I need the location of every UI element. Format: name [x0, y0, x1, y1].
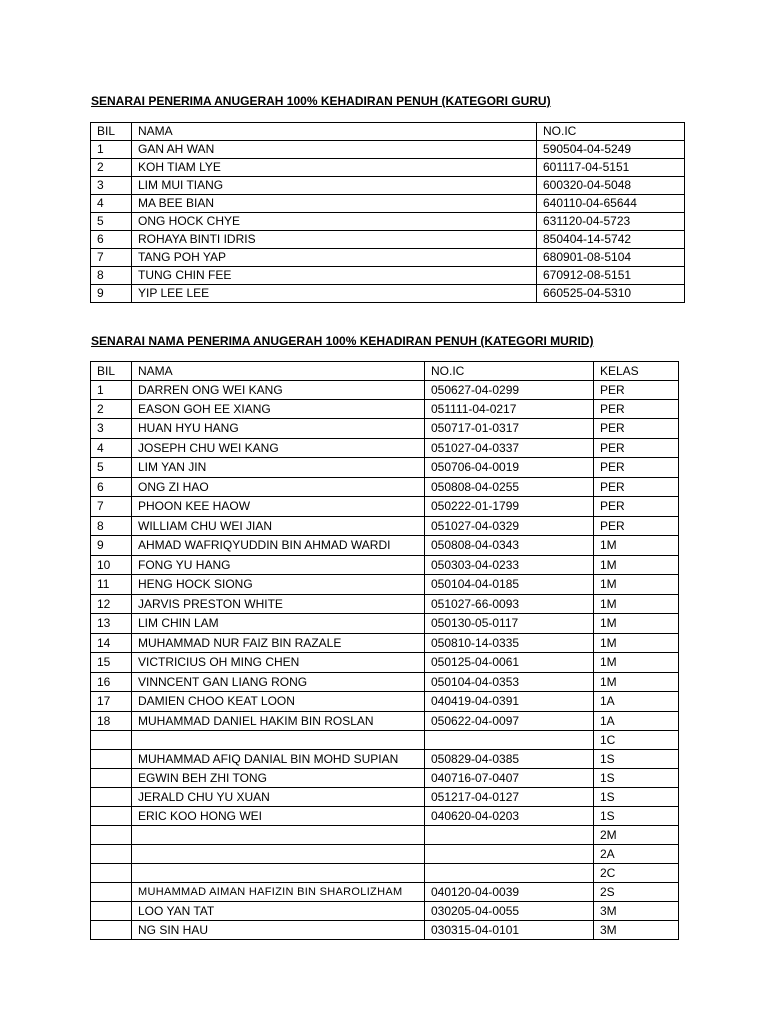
cell-noic: 051111-04-0217 — [425, 400, 594, 419]
cell-kelas: 1M — [594, 555, 679, 575]
cell-nama: VICTRICIUS OH MING CHEN — [132, 653, 425, 673]
cell-kelas: PER — [594, 381, 679, 400]
cell-bil — [91, 864, 132, 883]
cell-nama: MUHAMMAD AFIQ DANIAL BIN MOHD SUPIAN — [132, 750, 425, 769]
cell-bil — [91, 788, 132, 807]
cell-bil: 8 — [91, 267, 132, 285]
cell-kelas: 1M — [594, 672, 679, 692]
cell-nama: EGWIN BEH ZHI TONG — [132, 769, 425, 788]
cell-kelas: 1S — [594, 788, 679, 807]
table-row — [91, 381, 679, 400]
cell-bil — [91, 845, 132, 864]
cell-kelas: PER — [594, 458, 679, 478]
cell-noic: 850404-14-5742 — [537, 231, 685, 249]
cell-noic: 051027-66-0093 — [425, 594, 594, 614]
cell-bil: 18 — [91, 711, 132, 731]
cell-bil: 10 — [91, 555, 132, 575]
murid-header-row — [91, 362, 679, 381]
cell-nama: ERIC KOO HONG WEI — [132, 807, 425, 826]
cell-nama: TANG POH YAP — [132, 249, 537, 267]
table-row — [91, 653, 679, 673]
cell-nama — [132, 826, 425, 845]
cell-kelas: PER — [594, 477, 679, 497]
cell-nama: JOSEPH CHU WEI KANG — [132, 438, 425, 458]
cell-kelas: 3M — [594, 902, 679, 921]
cell-noic: 640110-04-65644 — [537, 195, 685, 213]
cell-noic: 660525-04-5310 — [537, 285, 685, 303]
table-row — [91, 438, 679, 458]
guru-list-title: SENARAI PENERIMA ANUGERAH 100% KEHADIRAN PENUH (KATEGORI GURU) — [91, 94, 551, 108]
cell-kelas: 2M — [594, 826, 679, 845]
murid-list-title: SENARAI NAMA PENERIMA ANUGERAH 100% KEHADIRAN PENUH (KATEGORI MURID) — [91, 334, 594, 348]
cell-nama: LIM YAN JIN — [132, 458, 425, 478]
cell-noic: 600320-04-5048 — [537, 177, 685, 195]
cell-bil: 14 — [91, 633, 132, 653]
cell-noic: 590504-04-5249 — [537, 141, 685, 159]
cell-nama: KOH TIAM LYE — [132, 159, 537, 177]
cell-bil: 6 — [91, 231, 132, 249]
cell-noic: 050808-04-0255 — [425, 477, 594, 497]
cell-nama: ONG ZI HAO — [132, 477, 425, 497]
table-row — [91, 633, 679, 653]
cell-bil — [91, 902, 132, 921]
header-bil: BIL — [91, 362, 132, 381]
cell-kelas: PER — [594, 497, 679, 517]
table-row — [91, 594, 679, 614]
cell-bil: 12 — [91, 594, 132, 614]
header-bil: BIL — [91, 123, 132, 141]
table-row — [91, 477, 679, 497]
cell-kelas: PER — [594, 516, 679, 536]
cell-kelas: PER — [594, 400, 679, 419]
table-row — [91, 400, 679, 419]
cell-bil: 2 — [91, 400, 132, 419]
cell-kelas: 1C — [594, 731, 679, 750]
table-row — [91, 195, 685, 213]
cell-nama: WILLIAM CHU WEI JIAN — [132, 516, 425, 536]
table-row — [91, 159, 685, 177]
cell-noic: 050622-04-0097 — [425, 711, 594, 731]
cell-noic: 040716-07-0407 — [425, 769, 594, 788]
header-noic: NO.IC — [425, 362, 594, 381]
cell-bil: 13 — [91, 614, 132, 634]
cell-noic: 050104-04-0353 — [425, 672, 594, 692]
cell-bil: 7 — [91, 497, 132, 517]
cell-nama: MUHAMMAD NUR FAIZ BIN RAZALE — [132, 633, 425, 653]
cell-kelas: 2A — [594, 845, 679, 864]
cell-noic: 051217-04-0127 — [425, 788, 594, 807]
cell-noic — [425, 826, 594, 845]
table-row — [91, 614, 679, 634]
table-row — [91, 826, 679, 845]
cell-noic: 040419-04-0391 — [425, 692, 594, 712]
cell-nama: AHMAD WAFRIQYUDDIN BIN AHMAD WARDI — [132, 536, 425, 556]
cell-kelas: 2C — [594, 864, 679, 883]
table-row — [91, 285, 685, 303]
cell-nama: MA BEE BIAN — [132, 195, 537, 213]
table-row — [91, 711, 679, 731]
cell-kelas: 2S — [594, 883, 679, 902]
cell-noic: 050706-04-0019 — [425, 458, 594, 478]
cell-kelas: PER — [594, 438, 679, 458]
cell-noic: 631120-04-5723 — [537, 213, 685, 231]
cell-noic: 040120-04-0039 — [425, 883, 594, 902]
cell-bil: 4 — [91, 195, 132, 213]
table-row — [91, 845, 679, 864]
cell-bil — [91, 807, 132, 826]
table-row — [91, 555, 679, 575]
cell-bil: 16 — [91, 672, 132, 692]
cell-bil: 2 — [91, 159, 132, 177]
cell-nama: LOO YAN TAT — [132, 902, 425, 921]
cell-bil — [91, 750, 132, 769]
cell-kelas: 1S — [594, 750, 679, 769]
cell-noic: 050104-04-0185 — [425, 575, 594, 595]
cell-bil: 11 — [91, 575, 132, 595]
cell-kelas: 1M — [594, 536, 679, 556]
cell-bil: 1 — [91, 141, 132, 159]
cell-nama: NG SIN HAU — [132, 921, 425, 940]
cell-bil — [91, 731, 132, 750]
table-row — [91, 249, 685, 267]
cell-kelas: PER — [594, 419, 679, 439]
cell-noic: 670912-08-5151 — [537, 267, 685, 285]
cell-noic — [425, 845, 594, 864]
table-row — [91, 497, 679, 517]
cell-nama — [132, 864, 425, 883]
cell-nama: HUAN HYU HANG — [132, 419, 425, 439]
cell-bil: 17 — [91, 692, 132, 712]
table-row — [91, 921, 679, 940]
table-row — [91, 731, 679, 750]
cell-noic: 051027-04-0329 — [425, 516, 594, 536]
cell-bil: 1 — [91, 381, 132, 400]
cell-nama: FONG YU HANG — [132, 555, 425, 575]
cell-kelas: 1M — [594, 633, 679, 653]
cell-nama: LIM MUI TIANG — [132, 177, 537, 195]
cell-kelas: 1A — [594, 692, 679, 712]
cell-nama: YIP LEE LEE — [132, 285, 537, 303]
cell-noic: 050130-05-0117 — [425, 614, 594, 634]
table-row — [91, 750, 679, 769]
cell-bil — [91, 883, 132, 902]
table-row — [91, 807, 679, 826]
cell-noic: 030315-04-0101 — [425, 921, 594, 940]
table-row — [91, 575, 679, 595]
cell-kelas: 3M — [594, 921, 679, 940]
cell-kelas: 1M — [594, 653, 679, 673]
cell-noic — [425, 864, 594, 883]
cell-noic: 030205-04-0055 — [425, 902, 594, 921]
murid-table — [90, 361, 679, 940]
cell-bil: 15 — [91, 653, 132, 673]
table-row — [91, 672, 679, 692]
cell-bil: 9 — [91, 536, 132, 556]
cell-nama: MUHAMMAD AIMAN HAFIZIN BIN SHAROLIZHAM — [132, 883, 425, 902]
cell-nama: ONG HOCK CHYE — [132, 213, 537, 231]
table-row — [91, 516, 679, 536]
table-row — [91, 231, 685, 249]
cell-noic — [425, 731, 594, 750]
table-row — [91, 788, 679, 807]
cell-noic: 050303-04-0233 — [425, 555, 594, 575]
cell-nama: DAMIEN CHOO KEAT LOON — [132, 692, 425, 712]
cell-bil: 5 — [91, 458, 132, 478]
table-row — [91, 141, 685, 159]
table-row — [91, 267, 685, 285]
cell-bil — [91, 826, 132, 845]
table-row — [91, 536, 679, 556]
cell-bil — [91, 921, 132, 940]
cell-noic: 050717-01-0317 — [425, 419, 594, 439]
cell-noic: 050808-04-0343 — [425, 536, 594, 556]
cell-nama: PHOON KEE HAOW — [132, 497, 425, 517]
header-nama: NAMA — [132, 362, 425, 381]
table-row — [91, 692, 679, 712]
table-row — [91, 883, 679, 902]
guru-header-row — [91, 123, 685, 141]
cell-nama — [132, 731, 425, 750]
cell-bil: 9 — [91, 285, 132, 303]
cell-noic: 040620-04-0203 — [425, 807, 594, 826]
table-row — [91, 902, 679, 921]
cell-bil — [91, 769, 132, 788]
murid-table-body — [91, 381, 679, 940]
header-noic: NO.IC — [537, 123, 685, 141]
cell-bil: 3 — [91, 177, 132, 195]
cell-noic: 050627-04-0299 — [425, 381, 594, 400]
table-row — [91, 419, 679, 439]
guru-table-body — [91, 141, 685, 303]
cell-nama: HENG HOCK SIONG — [132, 575, 425, 595]
cell-kelas: 1M — [594, 594, 679, 614]
table-row — [91, 864, 679, 883]
table-row — [91, 769, 679, 788]
cell-kelas: 1M — [594, 614, 679, 634]
cell-kelas: 1S — [594, 769, 679, 788]
cell-bil: 5 — [91, 213, 132, 231]
cell-nama — [132, 845, 425, 864]
cell-kelas: 1M — [594, 575, 679, 595]
cell-noic: 050810-14-0335 — [425, 633, 594, 653]
cell-nama: LIM CHIN LAM — [132, 614, 425, 634]
cell-noic: 050829-04-0385 — [425, 750, 594, 769]
cell-bil: 4 — [91, 438, 132, 458]
cell-noic: 601117-04-5151 — [537, 159, 685, 177]
cell-nama: ROHAYA BINTI IDRIS — [132, 231, 537, 249]
cell-noic: 050222-01-1799 — [425, 497, 594, 517]
guru-table — [90, 122, 685, 303]
cell-bil: 3 — [91, 419, 132, 439]
table-row — [91, 213, 685, 231]
cell-bil: 7 — [91, 249, 132, 267]
cell-nama: DARREN ONG WEI KANG — [132, 381, 425, 400]
table-row — [91, 458, 679, 478]
cell-nama: TUNG CHIN FEE — [132, 267, 537, 285]
table-row — [91, 177, 685, 195]
cell-nama: JERALD CHU YU XUAN — [132, 788, 425, 807]
cell-nama: EASON GOH EE XIANG — [132, 400, 425, 419]
cell-nama: JARVIS PRESTON WHITE — [132, 594, 425, 614]
cell-noic: 051027-04-0337 — [425, 438, 594, 458]
header-kelas: KELAS — [594, 362, 679, 381]
header-nama: NAMA — [132, 123, 537, 141]
cell-nama: MUHAMMAD DANIEL HAKIM BIN ROSLAN — [132, 711, 425, 731]
cell-noic: 680901-08-5104 — [537, 249, 685, 267]
cell-bil: 8 — [91, 516, 132, 536]
cell-noic: 050125-04-0061 — [425, 653, 594, 673]
cell-bil: 6 — [91, 477, 132, 497]
cell-kelas: 1S — [594, 807, 679, 826]
cell-kelas: 1A — [594, 711, 679, 731]
cell-nama: GAN AH WAN — [132, 141, 537, 159]
cell-nama: VINNCENT GAN LIANG RONG — [132, 672, 425, 692]
